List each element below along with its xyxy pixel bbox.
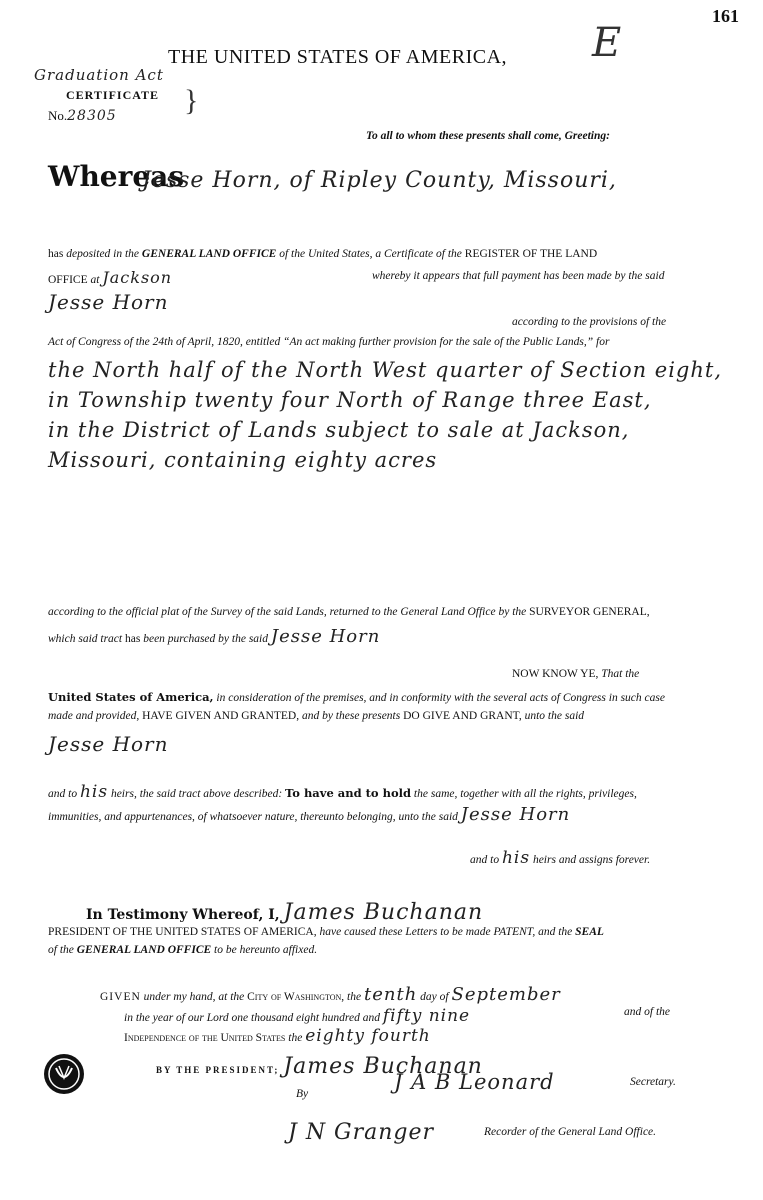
office-word: OFFICE [48, 274, 88, 286]
has-word-2: has [125, 633, 141, 645]
independence-year-written: eighty fourth [305, 1026, 431, 1046]
para3-line1 [48, 690, 665, 704]
which-tract-text: which said tract [48, 633, 123, 645]
by-presents-text: and by these presents [301, 710, 401, 722]
margin-letter-mark: E [592, 20, 623, 66]
rights-privileges-text: the same, together with all the rights, privileges, [413, 788, 637, 800]
given-line3 [124, 1026, 431, 1046]
grantee-name-4: Jesse Horn [460, 804, 571, 825]
his-written: his [79, 782, 109, 802]
of-the-text: of the [48, 944, 74, 956]
patent-word: PATENT, [493, 926, 536, 938]
consideration-text: in consideration of the premises, and in conformity with the several acts of Congress in such case [216, 692, 665, 704]
seal-emblem [42, 1052, 86, 1101]
testimony-line2 [48, 926, 604, 938]
given-word: GIVEN [100, 991, 141, 1003]
immunities-text: immunities, and appurtenances, of whatsoever nature, thereunto belonging, unto the said [48, 811, 458, 823]
register-text: REGISTER OF THE LAND [464, 248, 598, 260]
and-to-text-2: and to [470, 854, 500, 866]
president-name-written: James Buchanan [283, 900, 484, 925]
land-office-name: Jackson [102, 268, 173, 287]
glo-text: GENERAL LAND OFFICE [141, 248, 277, 260]
land-description-line1: the North half of the North West quarter of Section eight, [48, 358, 723, 382]
unto-said-text: unto the said [524, 710, 585, 722]
recorder-signature: J N Granger [288, 1120, 435, 1145]
above-described-text: above described: [203, 788, 283, 800]
that-the-text: That the [601, 668, 640, 680]
recorder-label: Recorder of the General Land Office. [484, 1126, 657, 1138]
grantee-name-3: Jesse Horn [48, 732, 169, 756]
glo-word: GENERAL LAND OFFICE [76, 944, 212, 956]
land-description-line4: Missouri, containing eighty acres [48, 448, 438, 472]
purchased-text: been purchased by the said [143, 633, 268, 645]
testimony-line3 [48, 944, 317, 956]
certificate-number [48, 108, 117, 124]
certificate-label: CERTIFICATE [66, 88, 160, 102]
to-have-hold-text: To have and to hold [285, 786, 412, 800]
independence-text: Independence of the United States [124, 1032, 286, 1044]
whereby-text: whereby it appears that full payment has been made by the said [372, 270, 665, 282]
heirs-assigns-line [470, 848, 650, 868]
in-testimony-text: In Testimony Whereof, I, [86, 907, 280, 923]
given-line1 [100, 984, 561, 1005]
give-grant-text: DO GIVE AND GRANT, [403, 710, 522, 722]
page-number: 161 [712, 6, 739, 26]
para1-line2 [48, 268, 172, 287]
grantee-residence: Jesse Horn, of Ripley County, Missouri, [142, 168, 617, 193]
now-know-ye [512, 668, 639, 680]
and-the-text: and the [538, 926, 573, 938]
by-the-president-text: BY THE PRESIDENT; [156, 1065, 280, 1075]
certificate-text: of the United States, a Certificate of the [279, 248, 462, 260]
para4-line1 [48, 782, 637, 802]
certificate-number-value: 28305 [67, 108, 117, 124]
the-word-2: the [288, 1032, 303, 1044]
provisions-text: according to the provisions of the [512, 316, 667, 328]
greeting: To all to whom these presents shall come, Greeting: [366, 130, 610, 142]
secretary-signature: J A B Leonard [394, 1070, 555, 1094]
para2-line1 [48, 606, 650, 618]
day-written: tenth [363, 984, 418, 1005]
deposited-text: deposited in the [66, 248, 140, 260]
by-word: By [296, 1088, 309, 1100]
para4-line2 [48, 804, 570, 825]
day-of-text: day of [420, 991, 449, 1003]
has-word: has [48, 248, 64, 260]
and-to-text: and to [48, 788, 78, 800]
grantee-name-1: Jesse Horn [48, 290, 169, 314]
surveyor-general-text: SURVEYOR GENERAL, [529, 606, 650, 618]
letters-patent-text: have caused these Letters to be made [319, 926, 491, 938]
testimony-line [86, 900, 483, 925]
seal-word: SEAL [575, 926, 604, 938]
official-plat-text: according to the official plat of the Survey of the said Lands, returned to the General Land Office by the [48, 606, 527, 618]
his-written-2: his [501, 848, 531, 868]
given-line2 [124, 1006, 470, 1026]
secretary-label: Secretary. [630, 1076, 676, 1088]
year-written: fifty nine [382, 1006, 471, 1026]
heirs-tract-text: heirs, the said tract [110, 788, 201, 800]
usa-gothic: United States of America, [48, 690, 214, 704]
grantee-name-2: Jesse Horn [270, 626, 381, 647]
heirs-assigns-text: heirs and assigns forever. [532, 854, 651, 866]
year-line-text: in the year of our Lord one thousand eight hundred and [124, 1012, 380, 1024]
now-know-text: NOW KNOW YE, [512, 668, 599, 680]
brace: } [184, 84, 199, 117]
para1-line1 [48, 248, 597, 260]
president-signature: James Buchanan [283, 1054, 483, 1079]
affixed-text: to be hereunto affixed. [214, 944, 318, 956]
made-provided-text: made and provided, [48, 710, 140, 722]
land-description-line2: in Township twenty four North of Range three East, [48, 388, 652, 412]
given-granted-text: HAVE GIVEN AND GRANTED, [142, 710, 300, 722]
under-hand-text: under my hand, at the [143, 991, 245, 1003]
act-line: Act of Congress of the 24th of April, 1820, entitled “An act making further provision for the sale of the Public Lands,” for [48, 336, 610, 348]
land-description-line3: in the District of Lands subject to sale at Jackson, [48, 418, 630, 442]
document-title: THE UNITED STATES OF AMERICA, [168, 46, 508, 68]
para3-line2 [48, 710, 584, 722]
number-prefix: No. [48, 108, 68, 123]
at-word: at [90, 274, 100, 286]
series-label: Graduation Act [34, 66, 164, 84]
the-word: the [347, 991, 362, 1003]
and-of-the: and of the [624, 1006, 670, 1018]
city-washington-text: City of Washington, [247, 991, 345, 1003]
president-usa-text: PRESIDENT OF THE UNITED STATES OF AMERICA, [48, 926, 317, 938]
month-written: September [451, 984, 561, 1005]
whereas-word: Whereas [48, 160, 185, 193]
para2-line2 [48, 626, 380, 647]
